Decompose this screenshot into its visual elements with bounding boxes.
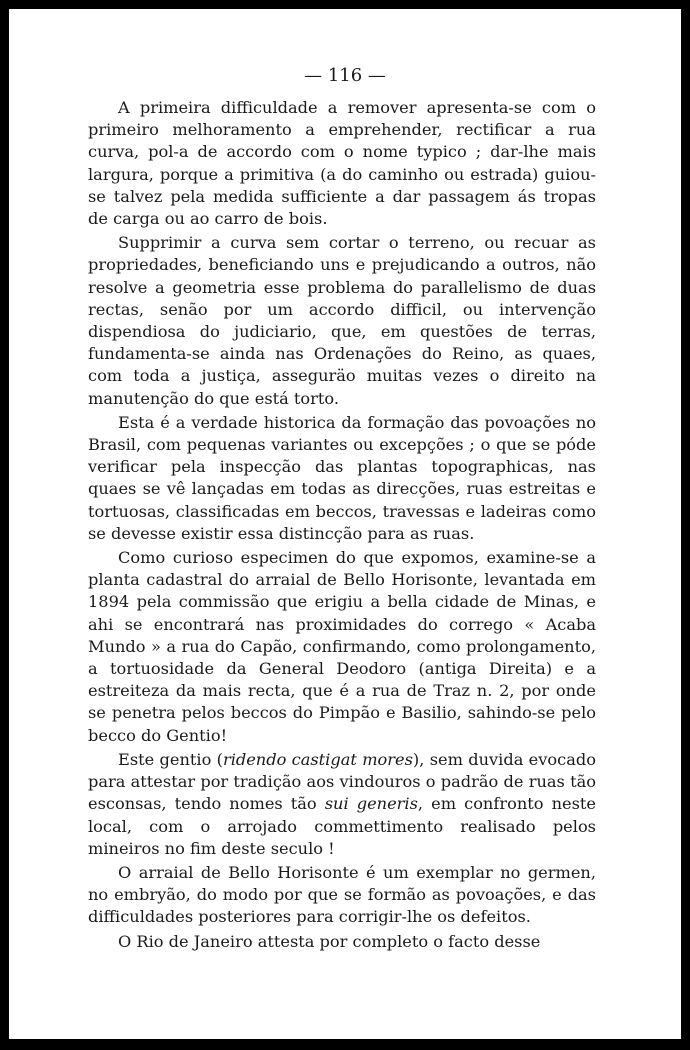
- paragraph-text: ), sem duvida evocado para attestar por tradição aos vindouros o padrão de ruas tão esconsas, tendo nomes tão: [88, 749, 596, 814]
- paragraph-text: O arraial de Bello Horisonte é um exemplar no germen, no embryão, do modo por que se formão as povoações, e das difficuldades posteriores para corrigir-lhe os defeitos.: [88, 862, 596, 927]
- latin-phrase: sui generis: [324, 794, 418, 814]
- paragraph-text: Este gentio (: [118, 749, 223, 769]
- page-number: — 116 —: [304, 65, 386, 86]
- latin-phrase: ridendo castigat mores: [222, 749, 413, 769]
- paragraph-5: [88, 749, 596, 860]
- paragraph-text: A primeira difficuldade a remover apresenta-se com o primeiro melhoramento a emprehender, rectificar a rua curva, pol-a de accordo com o nome typico ; dar-lhe mais largura, porque a primitiva (a do caminho ou estrada) guiou-se talvez pela medida sufficiente a dar passagem ás tropas de carga ou ao carro de bois.: [88, 98, 596, 229]
- paragraph-text: Como curioso especimen do que expomos, examine-se a planta cadastral do arraial de Bello Horisonte, levantada em 1894 pela commissão que erigiu a bella cidade de Minas, e ahi se encontrará nas proximidades do corrego « Acaba Mundo » a rua do Capão, confirmando, como prolongamento, a tortuosidade da General Deodoro (antiga Direita) e a estreiteza da mais recta, que é a rua de Traz n. 2, por onde se penetra pelos beccos do Pimpão e Basilio, sahindo-se pelo becco do Gentio!: [88, 548, 596, 745]
- paragraph-text: O Rio de Janeiro attesta por completo o facto desse: [118, 931, 541, 951]
- paragraph-text: Supprimir a curva sem cortar o terreno, ou recuar as propriedades, beneficiando uns e prejudicando a outros, não resolve a geometria esse problema do parallelismo de duas rectas, senão por um accordo difficil, ou intervenção dispendiosa do judiciario, que, em questões de terras, fundamenta-se ainda nas Ordenações do Reino, as quaes, com toda a justiça, asseguräo muitas vezes o direito na manutenção do que está torto.: [88, 233, 596, 408]
- paragraph-1: [88, 97, 596, 230]
- paragraph-4: [88, 547, 596, 747]
- paragraph-text: , em confronto neste local, com o arrojado commettimento realisado pelos mineiros no fim deste seculo !: [88, 794, 596, 858]
- book-page: [9, 9, 681, 1039]
- paragraph-2: [88, 232, 596, 410]
- paragraph-7: [88, 931, 596, 953]
- body-text: [88, 97, 596, 953]
- paragraph-3: [88, 412, 596, 545]
- paragraph-6: [88, 862, 596, 929]
- paragraph-text: Esta é a verdade historica da formação das povoações no Brasil, com pequenas variantes ou excepções ; o que se póde verificar pela inspecção das plantas topographicas, nas quaes se vê lançadas em todas as direcções, ruas estreitas e tortuosas, classificadas em beccos, travessas e ladeiras como se devesse existir essa distincção para as ruas.: [88, 412, 596, 543]
